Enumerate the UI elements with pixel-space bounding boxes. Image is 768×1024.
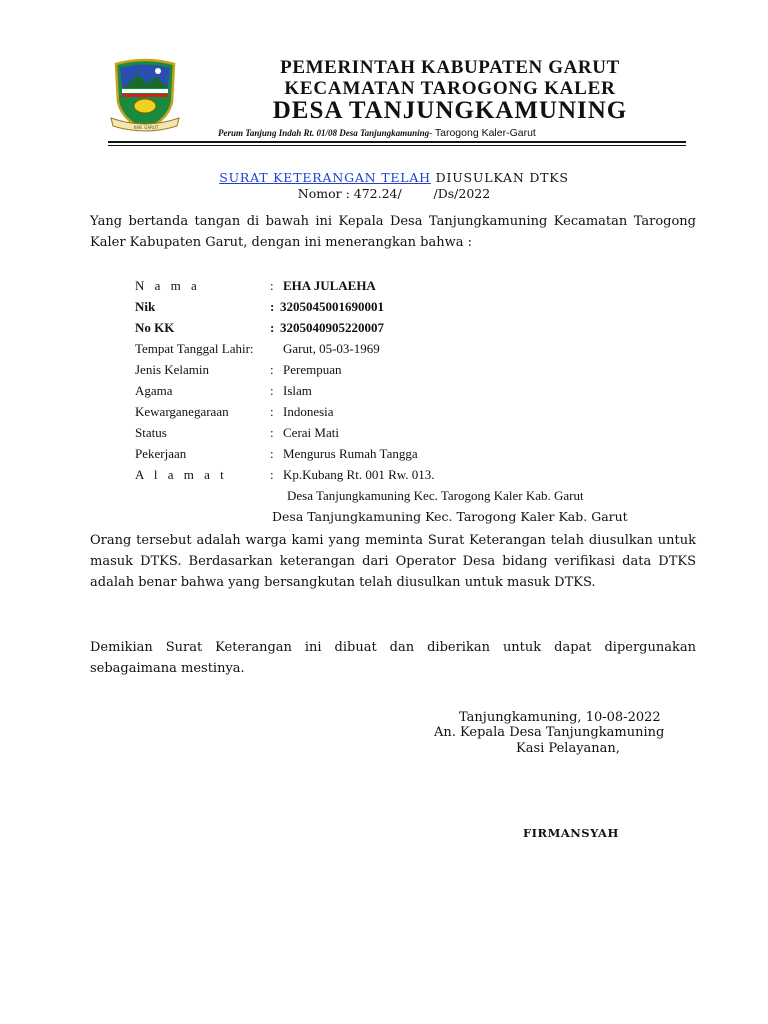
label-ttl: Tempat Tanggal Lahir: bbox=[135, 341, 254, 356]
colon-alamat: : bbox=[270, 467, 274, 482]
label-alamat: A l a m a t bbox=[135, 467, 228, 482]
document-title bbox=[0, 170, 768, 185]
kabupaten-garut-logo bbox=[110, 58, 180, 134]
value-nik: 3205045001690001 bbox=[280, 299, 384, 314]
label-nokk: No KK bbox=[135, 320, 175, 335]
label-status: Status bbox=[135, 425, 167, 440]
signature-place-date: Tanjungkamuning, 10-08-2022 bbox=[459, 710, 661, 725]
value-kewarganegaraan: Indonesia bbox=[283, 404, 334, 419]
signature-name: FIRMANSYAH bbox=[523, 826, 619, 840]
letterhead-address bbox=[218, 127, 536, 139]
body-paragraph: Orang tersebut adalah warga kami yang meminta Surat Keterangan telah diusulkan untuk masuk DTKS. Berdasarkan keterangan dari Operator Desa bidang verifikasi data DTKS adalah benar bahwa yang bersangkutan telah diusulkan untuk masuk DTKS. bbox=[90, 533, 696, 590]
header-rule-thin bbox=[108, 145, 686, 146]
alamat-repeat: Desa Tanjungkamuning Kec. Tarogong Kaler Kab. Garut bbox=[272, 509, 628, 524]
value-alamat-line2: Desa Tanjungkamuning Kec. Tarogong Kaler Kab. Garut bbox=[287, 488, 584, 503]
title-highlight: SURAT KETERANGAN TELAH bbox=[219, 170, 431, 185]
value-nokk: 3205040905220007 bbox=[280, 320, 384, 335]
signature-position-2: Kasi Pelayanan, bbox=[516, 741, 620, 756]
colon-jenis-kelamin: : bbox=[270, 362, 274, 377]
intro-paragraph: Yang bertanda tangan di bawah ini Kepala Desa Tanjungkamuning Kecamatan Tarogong Kaler Kabupaten Garut, dengan ini menerangkan bahwa : bbox=[90, 214, 696, 250]
letterhead-village: DESA TANJUNGKAMUNING bbox=[272, 97, 628, 124]
document-number: Nomor : 472.24/ /Ds/2022 bbox=[297, 186, 491, 201]
value-nama: EHA JULAEHA bbox=[283, 278, 376, 293]
colon-nokk: : bbox=[270, 320, 275, 335]
value-status: Cerai Mati bbox=[283, 425, 339, 440]
label-jenis-kelamin: Jenis Kelamin bbox=[135, 362, 210, 377]
label-kewarganegaraan: Kewarganegaraan bbox=[135, 404, 229, 419]
colon-status: : bbox=[270, 425, 274, 440]
value-agama: Islam bbox=[283, 383, 312, 398]
label-pekerjaan: Pekerjaan bbox=[135, 446, 187, 461]
closing-paragraph: Demikian Surat Keterangan ini dibuat dan diberikan untuk dapat dipergunakan sebagaimana mestinya. bbox=[90, 640, 696, 676]
value-alamat: Kp.Kubang Rt. 001 Rw. 013. bbox=[283, 467, 435, 482]
colon-pekerjaan: : bbox=[270, 446, 274, 461]
title-rest: DIUSULKAN DTKS bbox=[430, 170, 569, 185]
label-nama: N a m a bbox=[135, 278, 201, 293]
colon-agama: : bbox=[270, 383, 274, 398]
label-nik: Nik bbox=[135, 299, 156, 314]
value-jenis-kelamin: Perempuan bbox=[283, 362, 342, 377]
value-ttl: Garut, 05-03-1969 bbox=[283, 341, 380, 356]
signature-position-1: An. Kepala Desa Tanjungkamuning bbox=[434, 725, 665, 740]
address-italic: Perum Tanjung Indah Rt. 01/08 Desa Tanjungkamuning- bbox=[218, 128, 433, 138]
garut-emblem-icon bbox=[110, 58, 180, 134]
label-agama: Agama bbox=[135, 383, 173, 398]
colon-nama: : bbox=[270, 278, 274, 293]
address-regular: Tarogong Kaler-Garut bbox=[432, 127, 536, 139]
letterhead-government: PEMERINTAH KABUPATEN GARUT bbox=[280, 57, 620, 78]
logo-banner-text: KAB. GARUT bbox=[133, 125, 159, 130]
value-pekerjaan: Mengurus Rumah Tangga bbox=[283, 446, 418, 461]
header-rule-thick bbox=[108, 141, 686, 143]
letterhead-district: KECAMATAN TAROGONG KALER bbox=[284, 78, 616, 99]
colon-nik: : bbox=[270, 299, 275, 314]
colon-kewarganegaraan: : bbox=[270, 404, 274, 419]
